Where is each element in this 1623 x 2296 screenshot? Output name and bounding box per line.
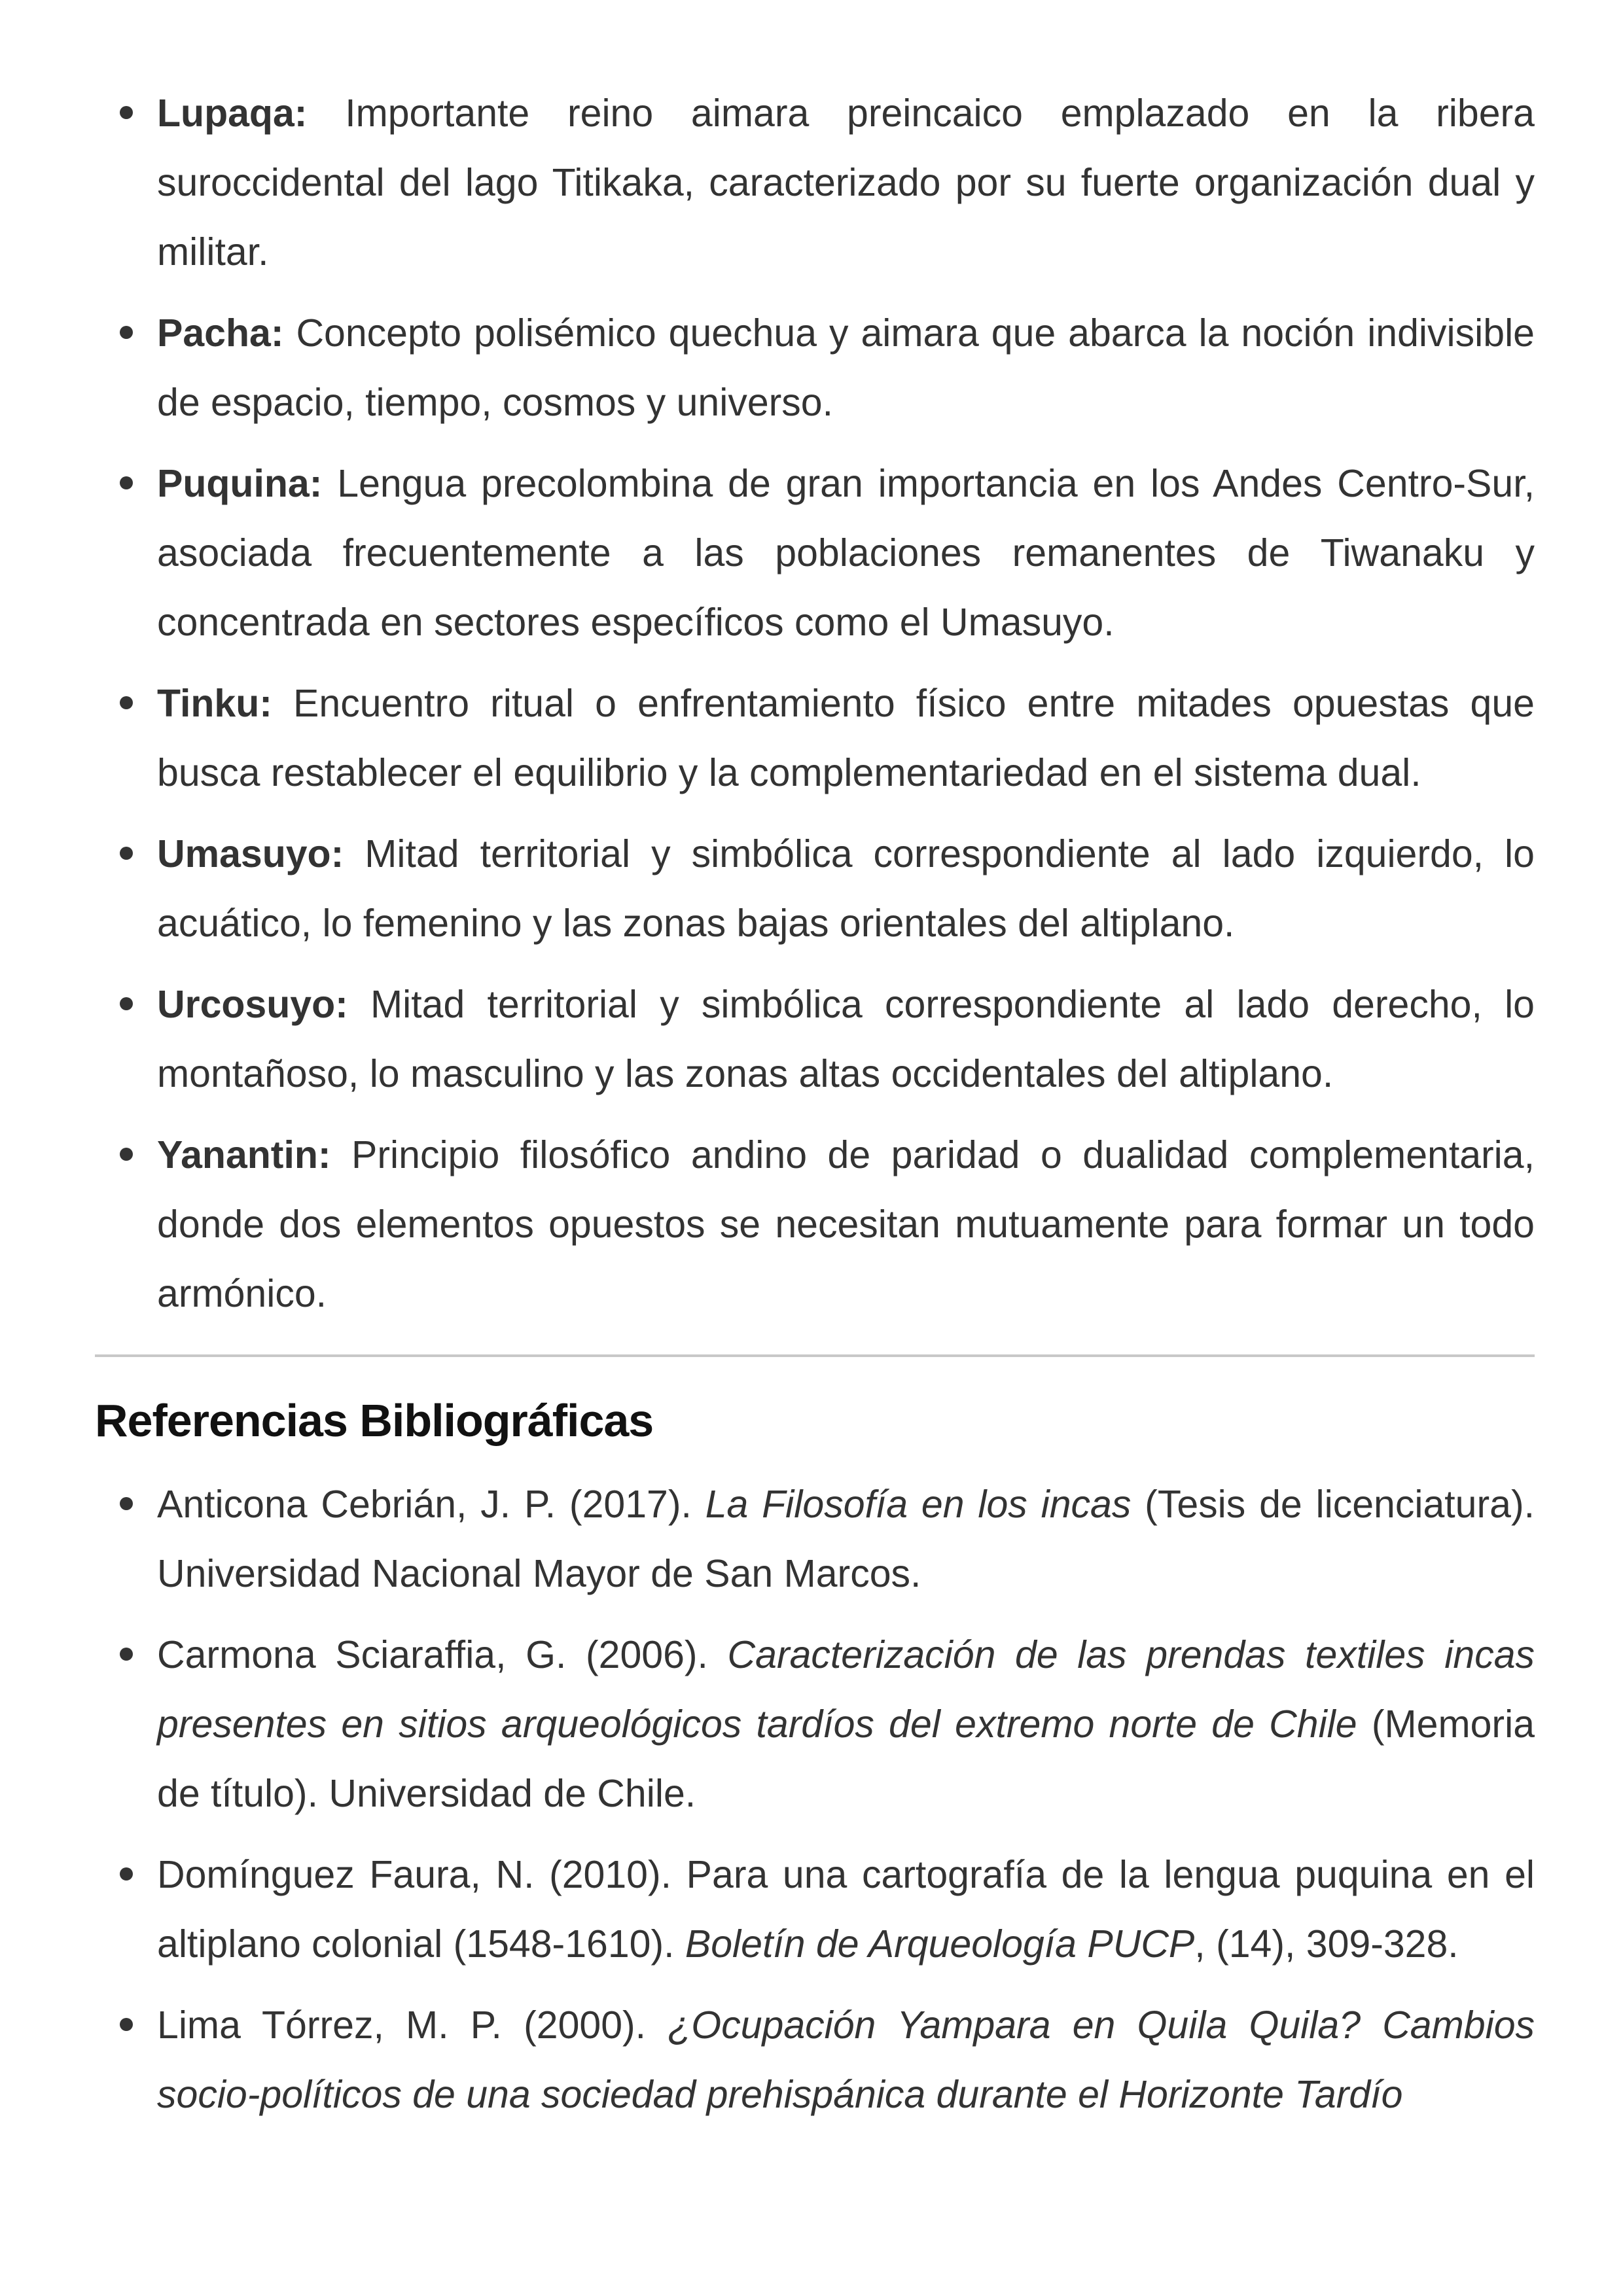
reference-details: , (14), 309-328.: [1194, 1922, 1459, 1966]
references-heading: Referencias Bibliográficas: [95, 1395, 654, 1446]
reference-details: (Tesis de licenciatura). Universidad Nacional Mayor de San Marcos.: [157, 1483, 1535, 1595]
glossary-definition: Mitad territorial y simbólica correspondiente al lado derecho, lo montañoso, lo masculino y las zonas altas occidentales del altiplano.: [157, 983, 1535, 1095]
glossary-term: Puquina:: [157, 462, 323, 505]
glossary-term: Pacha:: [157, 311, 284, 355]
reference-item: [95, 1840, 1535, 1979]
reference-item: [95, 1470, 1535, 1608]
glossary-term: Yanantin:: [157, 1133, 331, 1176]
glossary-term: Umasuyo:: [157, 832, 344, 875]
glossary-item: [95, 970, 1535, 1108]
glossary-item: [95, 298, 1535, 437]
reference-item: [95, 1620, 1535, 1828]
reference-authors: Domínguez Faura, N. (2010). Para una cartografía de la lengua puquina en el altiplano colonial (1548-1610).: [157, 1853, 1535, 1966]
glossary-item: [95, 449, 1535, 657]
reference-title: La Filosofía en los incas: [705, 1483, 1132, 1526]
references-list: [95, 1470, 1535, 2129]
reference-item: [95, 1990, 1535, 2129]
reference-title: Boletín de Arqueología PUCP: [685, 1922, 1195, 1966]
glossary-term: Tinku:: [157, 682, 272, 725]
reference-title: Caracterización de las prendas textiles incas presentes en sitios arqueológicos tardíos del extremo norte de Chile: [157, 1633, 1535, 1746]
reference-authors: Lima Tórrez, M. P. (2000).: [157, 2004, 668, 2047]
glossary-definition: Encuentro ritual o enfrentamiento físico entre mitades opuestas que busca restablecer el equilibrio y la complementariedad en el sistema dual.: [157, 682, 1535, 794]
section-divider: [95, 1354, 1535, 1357]
glossary-definition: Mitad territorial y simbólica correspondiente al lado izquierdo, lo acuático, lo femenino y las zonas bajas orientales del altiplano.: [157, 832, 1535, 945]
glossary-item: [95, 819, 1535, 958]
glossary-definition: Concepto polisémico quechua y aimara que abarca la noción indivisible de espacio, tiempo, cosmos y universo.: [157, 311, 1535, 424]
reference-authors: Anticona Cebrián, J. P. (2017).: [157, 1483, 705, 1526]
glossary-term: Lupaqa:: [157, 92, 308, 135]
document-page: [95, 79, 1535, 2141]
reference-details: (Memoria de título). Universidad de Chile.: [157, 1703, 1535, 1815]
reference-authors: Carmona Sciaraffia, G. (2006).: [157, 1633, 728, 1676]
glossary-definition: Importante reino aimara preincaico emplazado en la ribera suroccidental del lago Titikaka, caracterizado por su fuerte organización dual y militar.: [157, 92, 1535, 274]
reference-title: ¿Ocupación Yampara en Quila Quila? Cambios socio-políticos de una sociedad prehispánica durante el Horizonte Tardío: [157, 2004, 1535, 2116]
glossary-definition: Lengua precolombina de gran importancia en los Andes Centro-Sur, asociada frecuentemente a las poblaciones remanentes de Tiwanaku y concentrada en sectores específicos como el Umasuyo.: [157, 462, 1535, 644]
glossary-item: [95, 79, 1535, 287]
glossary-term: Urcosuyo:: [157, 983, 348, 1026]
glossary-item: [95, 1120, 1535, 1328]
glossary-list: [95, 79, 1535, 1328]
glossary-item: [95, 669, 1535, 807]
glossary-definition: Principio filosófico andino de paridad o dualidad complementaria, donde dos elementos opuestos se necesitan mutuamente para formar un todo armónico.: [157, 1133, 1535, 1315]
